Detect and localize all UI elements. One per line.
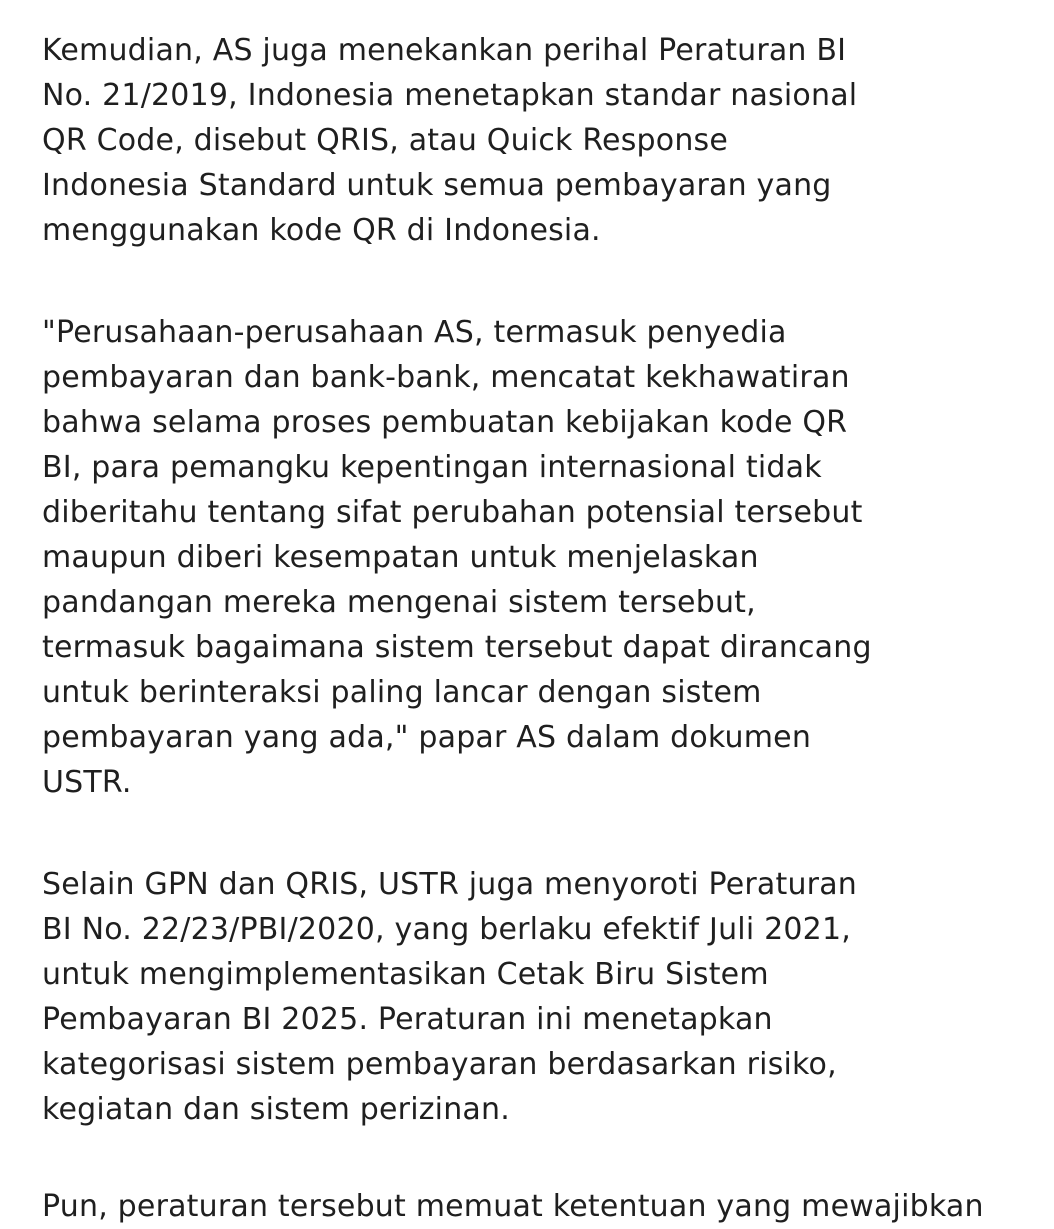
paragraph-line: termasuk bagaimana sistem tersebut dapat dirancang [42,630,872,665]
paragraph-line: BI, para pemangku kepentingan internasional tidak [42,450,822,485]
paragraph-line: untuk mengimplementasikan Cetak Biru Sistem [42,957,769,992]
paragraph-line: Pembayaran BI 2025. Peraturan ini menetapkan [42,1002,773,1037]
paragraph-line: pembayaran yang ada," papar AS dalam dokumen [42,720,812,755]
paragraph-line: pandangan mereka mengenai sistem tersebut, [42,585,756,620]
paragraph-line: Indonesia Standard untuk semua pembayaran yang [42,168,832,203]
paragraph-line: Kemudian, AS juga menekankan perihal Peraturan BI [42,33,847,68]
paragraph-line: No. 21/2019, Indonesia menetapkan standar nasional [42,78,858,113]
paragraph-line: USTR. [42,765,132,800]
article-paragraph [42,28,857,253]
article-paragraph [42,862,857,1132]
article-paragraph-partial [42,1184,984,1229]
paragraph-line: diberitahu tentang sifat perubahan potensial tersebut [42,495,863,530]
paragraph-line: maupun diberi kesempatan untuk menjelaskan [42,540,759,575]
paragraph-line: BI No. 22/23/PBI/2020, yang berlaku efektif Juli 2021, [42,912,851,947]
paragraph-line: Pun, peraturan tersebut memuat ketentuan yang mewajibkan [42,1189,984,1224]
paragraph-line: kegiatan dan sistem perizinan. [42,1092,510,1127]
paragraph-line: Selain GPN dan QRIS, USTR juga menyoroti Peraturan [42,867,858,902]
article-paragraph [42,310,872,805]
paragraph-line: "Perusahaan-perusahaan AS, termasuk penyedia [42,315,787,350]
paragraph-line: bahwa selama proses pembuatan kebijakan kode QR [42,405,848,440]
paragraph-line: kategorisasi sistem pembayaran berdasarkan risiko, [42,1047,837,1082]
paragraph-line: QR Code, disebut QRIS, atau Quick Response [42,123,729,158]
paragraph-line: untuk berinteraksi paling lancar dengan sistem [42,675,762,710]
paragraph-line: menggunakan kode QR di Indonesia. [42,213,601,248]
paragraph-line: pembayaran dan bank-bank, mencatat kekhawatiran [42,360,850,395]
